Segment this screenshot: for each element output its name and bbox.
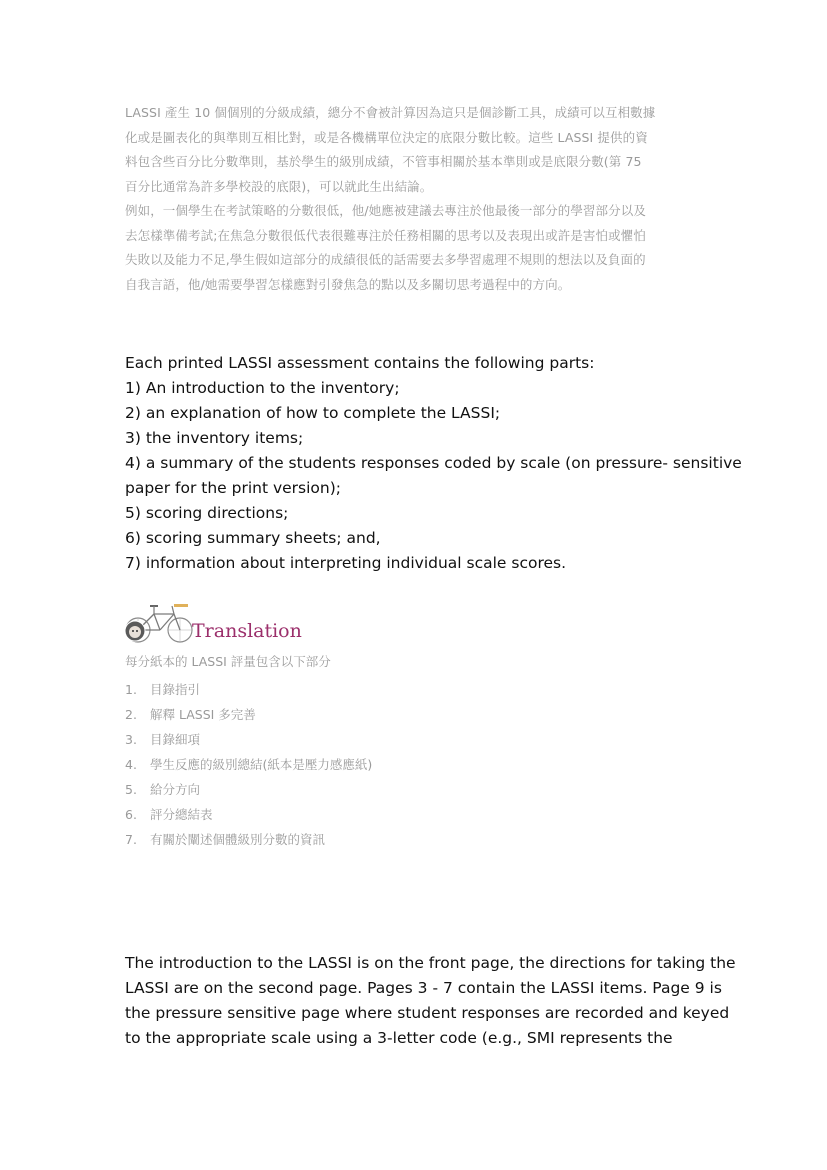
list-item	[125, 802, 625, 827]
list-number: 6.	[125, 807, 137, 822]
list-number: 3.	[125, 732, 137, 747]
paragraph-line: LASSI are on the second page. Pages 3 - 7 contain the LASSI items. Page 9 is	[125, 979, 722, 997]
list-text: 目錄指引	[150, 682, 201, 697]
list-number: 4.	[125, 757, 137, 772]
translation-label: Translation	[192, 620, 302, 642]
list-number: 5.	[125, 782, 137, 797]
translation-list	[125, 652, 625, 852]
list-text: 解釋 LASSI 多完善	[150, 707, 256, 722]
paragraph-line: The introduction to the LASSI is on the front page, the directions for taking the	[125, 954, 736, 972]
list-text: 給分方向	[150, 782, 201, 797]
introduction-paragraph	[125, 951, 736, 1051]
paragraph-line: 1) An introduction to the inventory;	[125, 379, 400, 397]
paragraph-line: LASSI 產生 10 個個別的分級成績，總分不會被計算因為這只是個診斷工具，成績可以互相數據	[125, 105, 656, 120]
paragraph-line: paper for the print version);	[125, 479, 342, 497]
paragraph-line: 百分比通常為許多學校設的底限)，可以就此生出結論。	[125, 178, 433, 194]
list-text: 學生反應的級別總結(紙本是壓力感應紙)	[150, 757, 373, 772]
assessment-parts-paragraph	[125, 351, 742, 576]
paragraph-line: 例如，一個學生在考試策略的分數很低，他/她應被建議去專注於他最後一部分的學習部分以及	[125, 203, 646, 218]
paragraph-line: 7) information about interpreting individual scale scores.	[125, 554, 567, 572]
paragraph-line: 2) an explanation of how to complete the LASSI;	[125, 404, 501, 422]
list-text: 有關於闡述個體級別分數的資訊	[150, 832, 326, 847]
translation-logo	[122, 600, 302, 646]
list-title: 每分紙本的 LASSI 評量包含以下部分	[125, 654, 331, 669]
paragraph-line: 化或是圖表化的與準則互相比對，或是各機構單位決定的底限分數比較。這些 LASSI 提供的資	[125, 129, 648, 145]
paragraph-line: 料包含些百分比分數準則，基於學生的級別成績，不管事相關於基本準則或是底限分數(第 75	[125, 154, 642, 169]
list-text: 評分總結表	[150, 807, 213, 822]
list-text: 目錄細項	[150, 732, 201, 747]
paragraph-line: 4) a summary of the students responses coded by scale (on pressure- sensitive	[125, 454, 742, 472]
paragraph-line: 自我言語，他/她需要學習怎樣應對引發焦急的點以及多關切思考過程中的方向。	[125, 276, 571, 292]
list-number: 1.	[125, 682, 137, 697]
paragraph-line: 失敗以及能力不足,學生假如這部分的成績很低的話需要去多學習處理不規則的想法以及負面的	[125, 252, 646, 267]
list-item	[125, 777, 625, 802]
paragraph-line: 3) the inventory items;	[125, 429, 304, 447]
bicycle-icon	[122, 600, 202, 646]
list-item	[125, 702, 625, 727]
list-number: 2.	[125, 707, 137, 722]
paragraph-line: 6) scoring summary sheets; and,	[125, 529, 381, 547]
list-item	[125, 827, 625, 852]
list-item	[125, 727, 625, 752]
chinese-paragraph	[125, 101, 705, 297]
paragraph-line: 5) scoring directions;	[125, 504, 289, 522]
paragraph-line: the pressure sensitive page where student responses are recorded and keyed	[125, 1004, 730, 1022]
paragraph-line: to the appropriate scale using a 3-letter code (e.g., SMI represents the	[125, 1029, 673, 1047]
list-number: 7.	[125, 832, 137, 847]
list-item	[125, 752, 625, 777]
paragraph-line: Each printed LASSI assessment contains the following parts:	[125, 354, 595, 372]
paragraph-line: 去怎樣準備考試;在焦急分數很低代表很難專注於任務相關的思考以及表現出或許是害怕或懼怕	[125, 227, 646, 243]
list-item	[125, 677, 625, 702]
